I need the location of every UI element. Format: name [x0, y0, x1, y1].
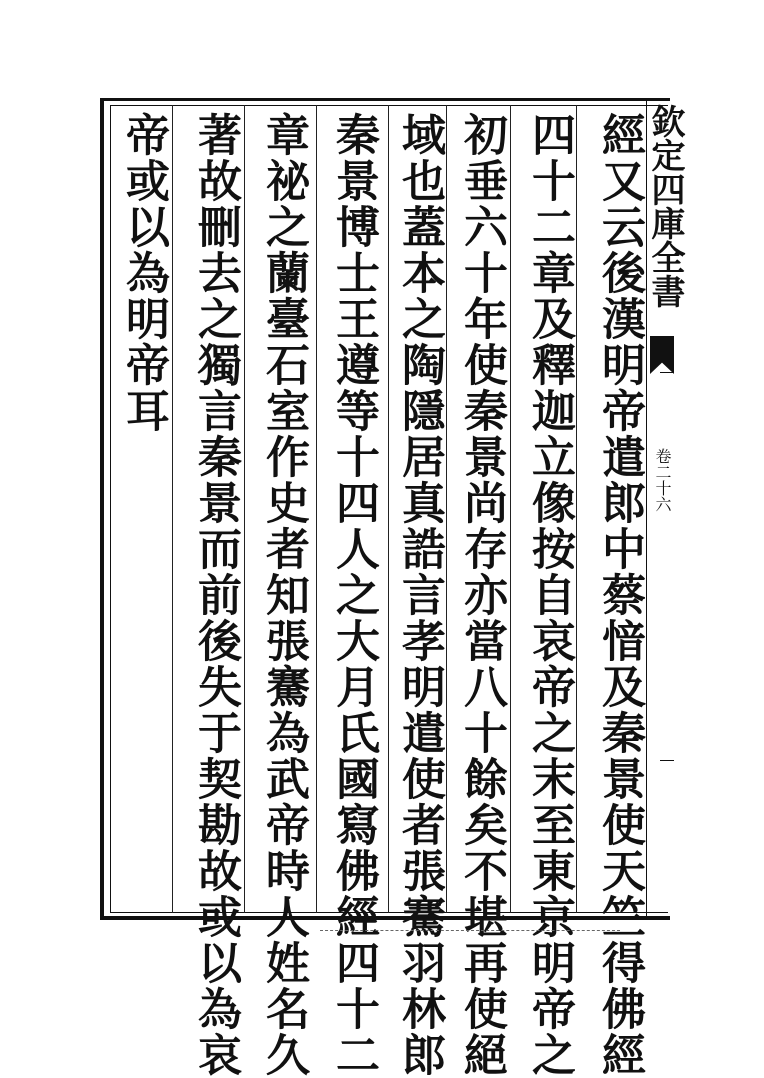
edge-divider [660, 372, 674, 373]
text-column-1: 經又云後漢明帝遣郎中蔡愔及秦景使天竺得佛經 [594, 112, 645, 1078]
text-column-3: 初垂六十年使秦景尚存亦當八十餘矣不堪再使絕 [456, 112, 507, 1078]
juan-label: 卷二十六 [653, 448, 672, 512]
book-title: 欽定四庫全書 [645, 104, 685, 308]
bottom-scan-marks [320, 930, 620, 935]
edge-divider [660, 760, 674, 761]
text-column-4: 域也蓋本之陶隱居真誥言孝明遣使者張騫羽林郎 [394, 112, 445, 1078]
text-column-2: 四十二章及釋迦立像按自哀帝之末至東京明帝之 [524, 112, 575, 1078]
text-column-8: 帝或以為明帝耳 [118, 112, 169, 434]
column-rule [316, 105, 317, 913]
text-column-6: 章祕之蘭臺石室作史者知張騫為武帝時人姓名久 [258, 112, 309, 1078]
text-column-5: 秦景博士王遵等十四人之大月氏國寫佛經四十二 [328, 112, 379, 1078]
text-column-7: 著故刪去之獨言秦景而前後失于契勘故或以為哀 [190, 112, 241, 1078]
